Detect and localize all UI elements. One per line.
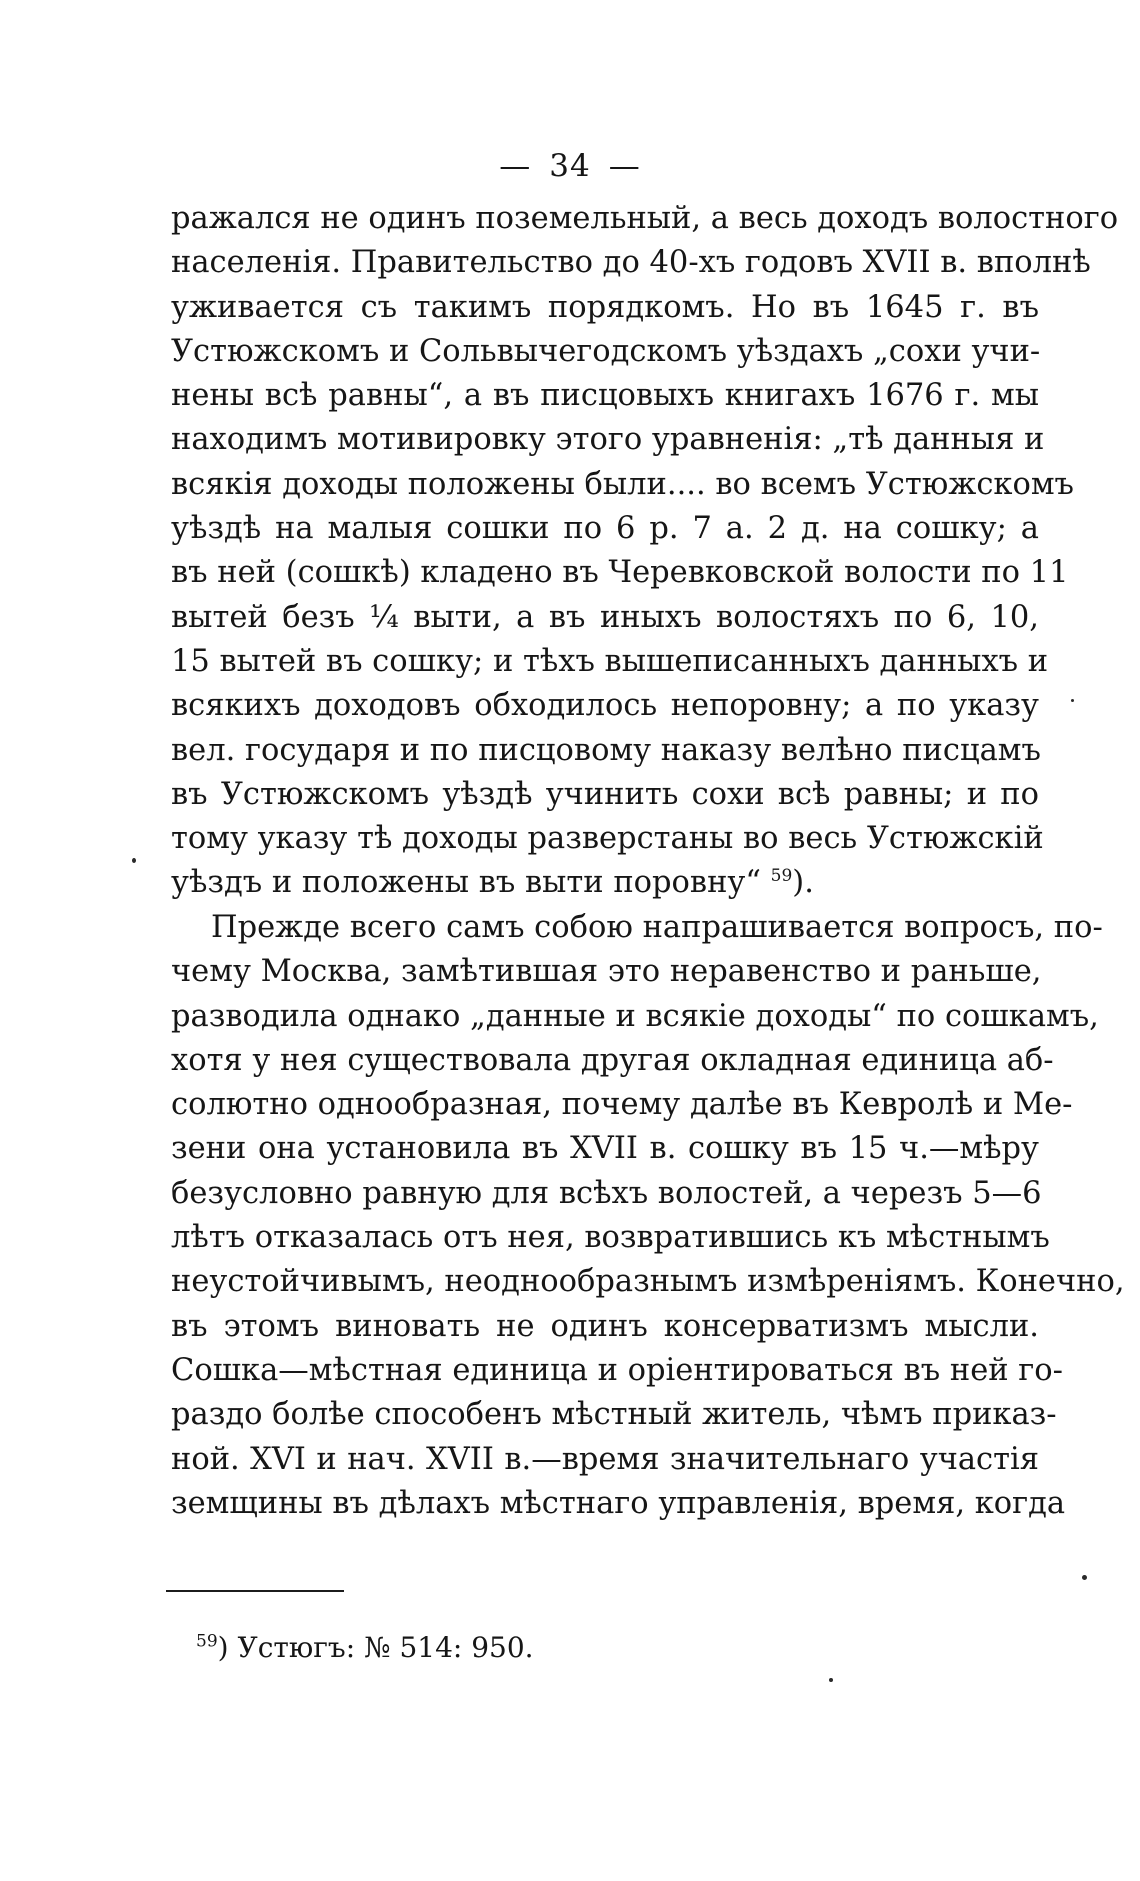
paragraph-1-line: уѣздѣ на малыя сошки по 6 р. 7 а. 2 д. на сошку; а xyxy=(171,511,1039,547)
paragraph-2-line: безусловно равную для всѣхъ волостей, а черезъ 5—6 xyxy=(171,1175,1042,1211)
paragraph-2-line: хотя у нея существовала другая окладная единица аб- xyxy=(171,1042,1054,1078)
paragraph-1-last-line-text: уѣздъ и положены въ выти поровну“ xyxy=(171,865,761,901)
paragraph-2-line: раздо болѣе способенъ мѣстный житель, чѣмъ приказ- xyxy=(171,1397,1057,1433)
paragraph-2-line: солютно однообразная, почему далѣе въ Кевролѣ и Ме- xyxy=(171,1087,1073,1123)
paragraph-2-line: лѣтъ отказалась отъ нея, возвратившись къ мѣстнымъ xyxy=(171,1220,1050,1256)
paragraph-2-line: Сошка—мѣстная единица и оріентироваться въ ней го- xyxy=(171,1352,1063,1388)
paragraph-2-line: въ этомъ виновать не одинъ консерватизмъ мысли. xyxy=(171,1308,1039,1344)
paragraph-1-line: всякихъ доходовъ обходилось непоровну; а по указу xyxy=(171,688,1039,724)
paragraph-2-line: зени она установила въ XVII в. сошку въ 15 ч.—мѣру xyxy=(171,1131,1039,1167)
paragraph-1-last-line xyxy=(171,861,1039,905)
scan-speck xyxy=(132,858,136,863)
paragraph-1-line: уживается съ такимъ порядкомъ. Но въ 1645 г. въ xyxy=(171,289,1039,325)
scan-speck xyxy=(1071,699,1074,702)
paragraph-2-line: разводила однако „данные и всякіе доходы“ по сошкамъ, xyxy=(171,998,1099,1034)
paragraph-1-line: Устюжскомъ и Сольвычегодскомъ уѣздахъ „сохи учи- xyxy=(171,333,1041,369)
footnote-text: ) Устюгъ: № 514: 950. xyxy=(217,1631,534,1664)
page-number-dash-right: — xyxy=(608,148,641,184)
paragraph-1-line: въ Устюжскомъ уѣздѣ учинить сохи всѣ равны; и по xyxy=(171,776,1039,812)
footnote-divider xyxy=(166,1590,344,1592)
paragraph-2-line: ной. XVI и нач. XVII в.—время значительнаго участія xyxy=(171,1441,1039,1477)
paragraph-1-line: вытей безъ ¼ выти, а въ иныхъ волостяхъ по 6, 10, xyxy=(171,599,1039,635)
scan-speck xyxy=(1082,1575,1087,1580)
paragraph-2 xyxy=(171,906,1125,1526)
page-number xyxy=(0,148,1140,184)
paragraph-1-line: находимъ мотивировку этого уравненія: „тѣ данныя и xyxy=(171,422,1045,458)
paragraph-1-line: населенія. Правительство до 40-хъ годовъ XVII в. вполнѣ xyxy=(171,245,1091,281)
paragraph-1 xyxy=(171,197,1119,906)
paragraph-1-line: 15 вытей въ сошку; и тѣхъ вышеписанныхъ данныхъ и xyxy=(171,643,1049,679)
paragraph-2-line: земщины въ дѣлахъ мѣстнаго управленія, время, когда xyxy=(171,1485,1066,1521)
paragraph-1-line: въ ней (сошкѣ) кладено въ Черевковской волости по 11 xyxy=(171,555,1069,591)
paragraph-1-line: ражался не одинъ поземельный, а весь доходъ волостного xyxy=(171,201,1119,236)
paragraph-1-line: нены всѣ равны“, а въ писцовыхъ книгахъ 1676 г. мы xyxy=(171,378,1039,414)
paragraph-1-last-line-tail: ). xyxy=(792,865,814,901)
paragraph-1-line: тому указу тѣ доходы разверстаны во весь Устюжскій xyxy=(171,821,1044,857)
scan-speck xyxy=(829,1678,833,1682)
paragraph-2-line: Прежде всего самъ собою напрашивается вопросъ, по- xyxy=(211,910,1103,945)
paragraph-2-line: чему Москва, замѣтившая это неравенство и раньше, xyxy=(171,954,1042,990)
paragraph-2-line: неустойчивымъ, неоднообразнымъ измѣреніямъ. Конечно, xyxy=(171,1264,1125,1300)
paragraph-1-line: вел. государя и по писцовому наказу велѣно писцамъ xyxy=(171,732,1041,768)
page-number-dash-left: — xyxy=(499,148,532,184)
footnote-mark: 59 xyxy=(196,1631,218,1652)
paragraph-1-line: всякія доходы положены были.... во всемъ Устюжскомъ xyxy=(171,466,1074,502)
footnote-reference: 59 xyxy=(770,866,793,887)
footnote xyxy=(196,1630,534,1666)
page-number-value: 34 xyxy=(549,148,591,184)
